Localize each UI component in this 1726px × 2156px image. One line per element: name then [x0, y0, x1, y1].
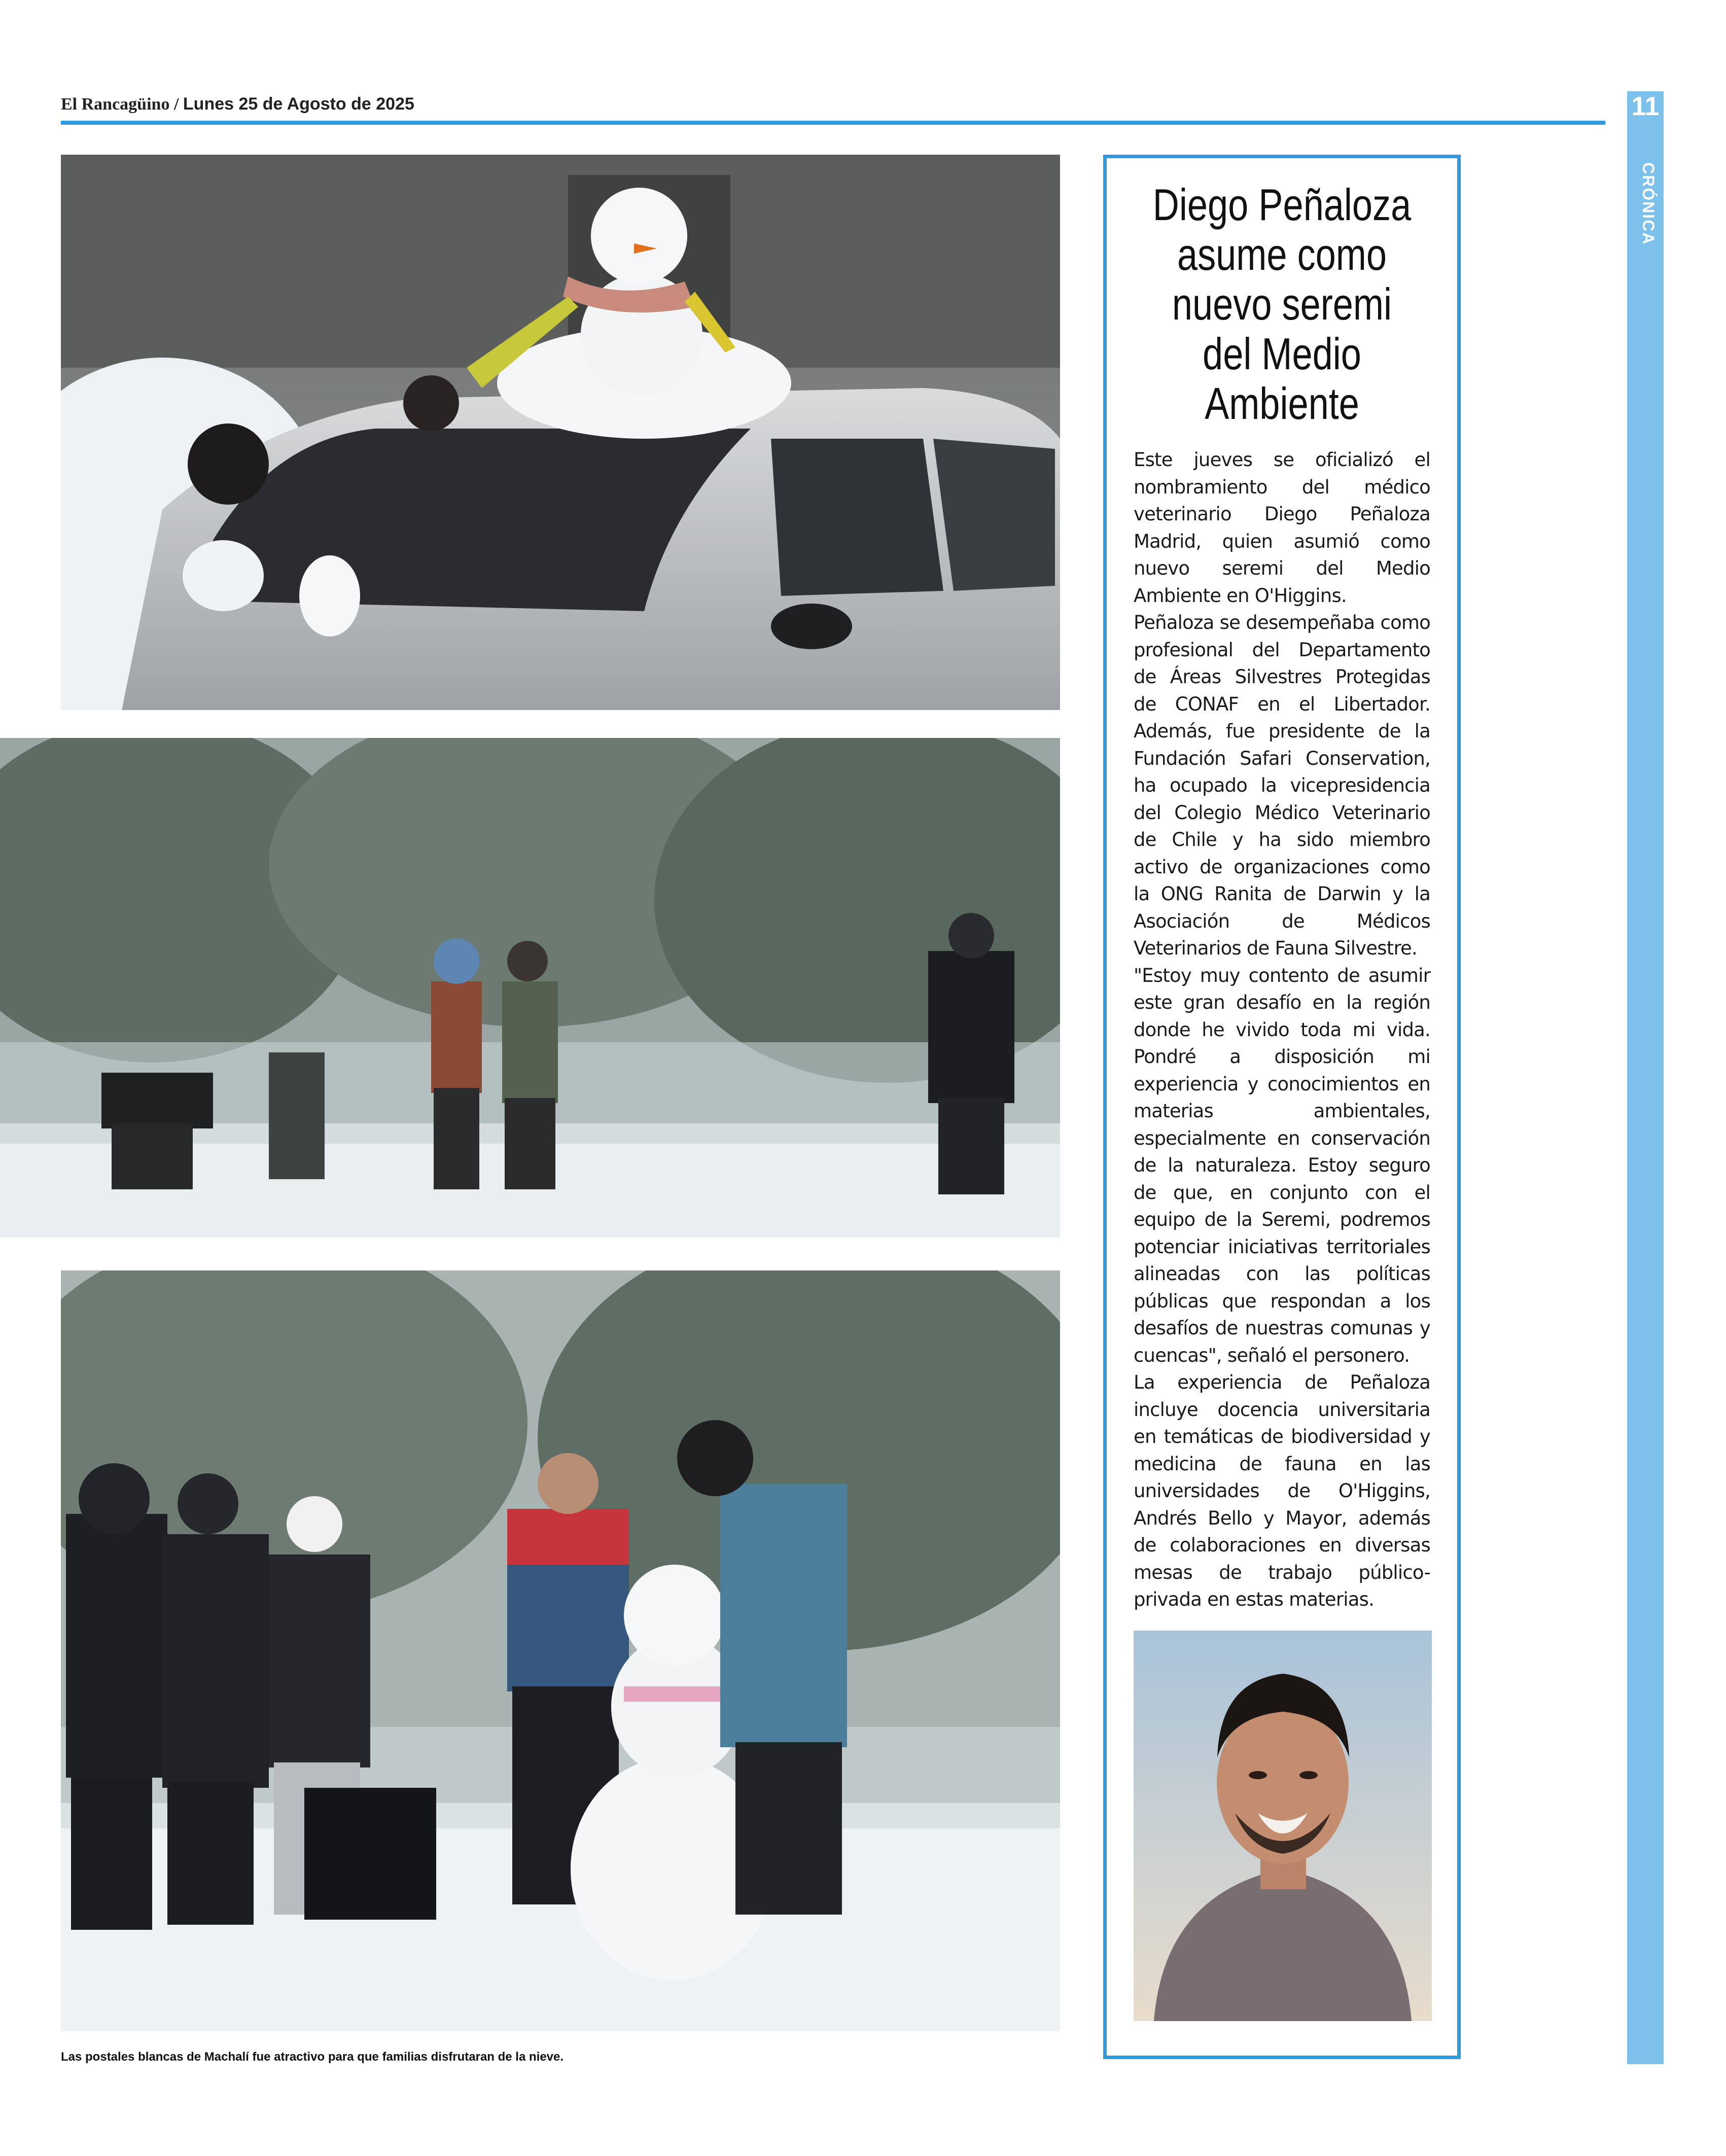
header-separator: / — [173, 95, 179, 114]
photo-snowman-on-car — [61, 155, 1060, 710]
article-paragraph: Peñaloza se desempeñaba como profesional del Departamento de Áreas Silvestres Protegidas de CONAF en el Libertador. Además, fue presidente de la Fundación Safari Conservation, ha ocupado la vicepresidencia del Colegio Médico Veterinario de Chile y ha sido miembro activo de organizaciones como la ONG Ranita de Darwin y la Asociación de Médicos Veterinarios de Fauna Silvestre. — [1134, 612, 1430, 959]
headline-line: nuevo seremi — [1172, 279, 1392, 329]
page-number: 11 — [1631, 92, 1660, 121]
photo-family-snowman — [61, 1270, 1060, 2031]
section-label: CRÓNICA — [1639, 162, 1658, 245]
newspaper-name: El Rancagüino — [61, 95, 170, 114]
photo-snowman-on-car-image — [61, 155, 1060, 710]
article-paragraph: "Estoy muy contento de asumir este gran desafío en la región donde he vivido toda mi vida. Pondré a disposición mi experiencia y conocimientos en materias ambientales, especialmente en conservación de la naturaleza. Estoy seguro de que, en conjunto con el equipo de la Seremi, podremos potenciar iniciativas territoriales alineadas con las políticas públicas que respondan a los desafíos de nuestras comunas y cuencas", señaló el personero. — [1134, 964, 1430, 1366]
article-paragraph: Este jueves se oficializó el nombramiento del médico veterinario Diego Peñaloza Madrid, quien asumió como nuevo seremi del Medio Ambiente en O'Higgins. — [1134, 449, 1430, 607]
headline-line: asume como — [1177, 229, 1387, 279]
photo-caption: Las postales blancas de Machalí fue atractivo para que familias disfrutaran de la nieve. — [61, 2050, 564, 2064]
headline-line: Diego Peñaloza — [1152, 180, 1412, 230]
header-rule — [61, 121, 1605, 125]
section-side-bar — [1627, 91, 1664, 2064]
headline-line: Ambiente — [1205, 378, 1359, 429]
portrait-photo — [1134, 1631, 1432, 2021]
article-headline — [1142, 180, 1423, 429]
headline-line: del Medio — [1203, 329, 1361, 379]
article-body — [1134, 446, 1430, 1613]
photo-people-in-snowfall — [0, 738, 1060, 1238]
article-paragraph: La experiencia de Peñaloza incluye docencia universitaria en temáticas de biodiversidad y medicina de fauna en las universidades de O'Higgins, Andrés Bello y Mayor, además de colaboraciones en diversas mesas de trabajo público-privada en estas materias. — [1134, 1371, 1430, 1610]
portrait-image — [1134, 1631, 1432, 2021]
photo-family-snowman-image — [61, 1270, 1060, 2031]
photo-people-in-snowfall-image — [0, 738, 1060, 1238]
page-header — [61, 94, 414, 114]
issue-date: Lunes 25 de Agosto de 2025 — [183, 94, 414, 114]
